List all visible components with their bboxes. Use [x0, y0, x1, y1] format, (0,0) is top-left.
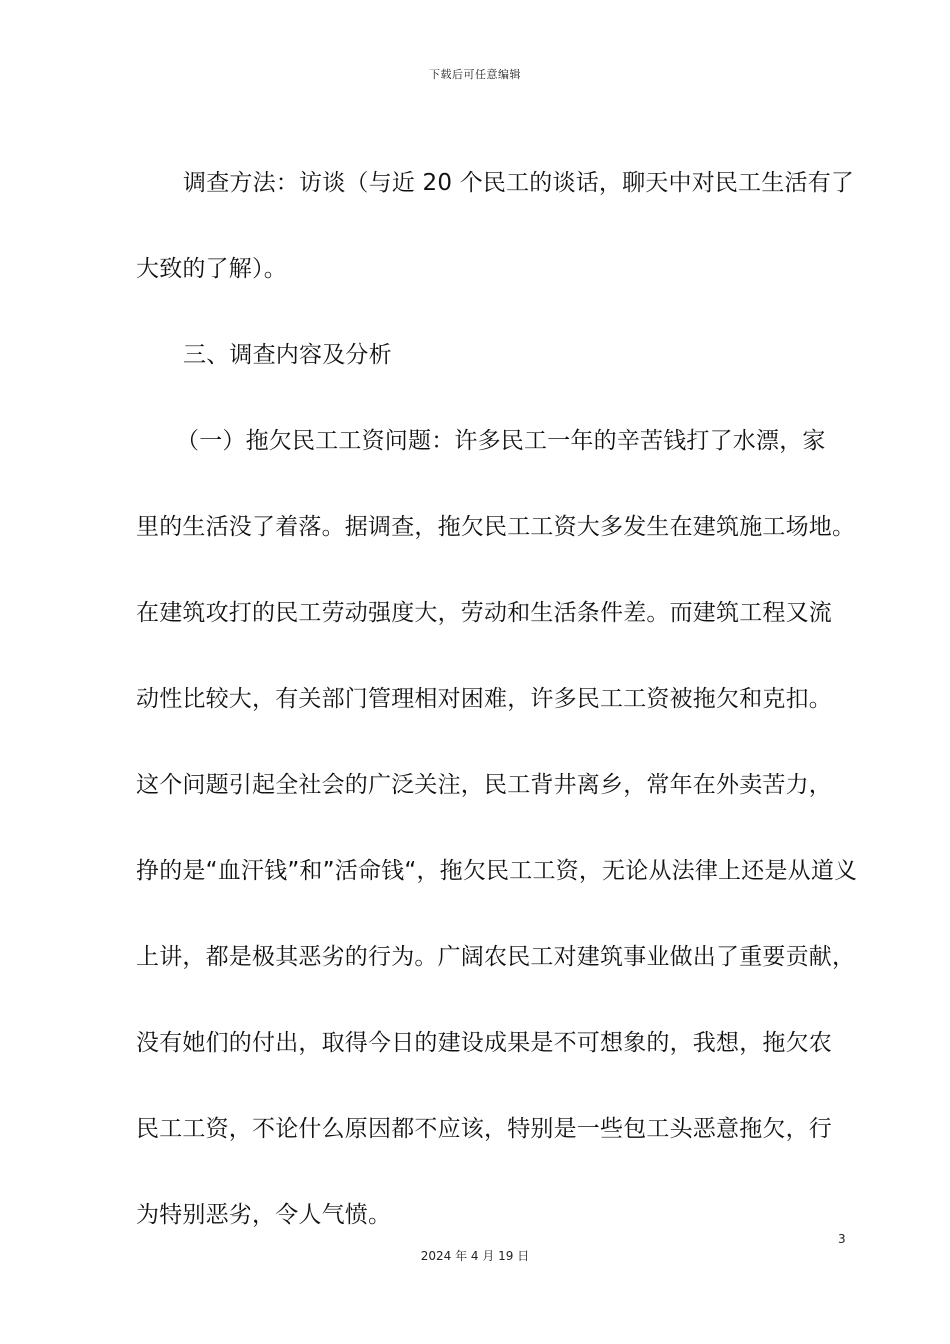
- paragraph-wage-line-8: 没有她们的付出，取得今日的建设成果是不可想象的，我想，拖欠农: [136, 1030, 832, 1056]
- paragraph-wage-line-5: 这个问题引起全社会的广泛关注，民工背井离乡，常年在外卖苦力，: [136, 772, 832, 798]
- footer-date: 2024 年 4 月 19 日: [420, 1249, 530, 1263]
- paragraph-wage-line-2: 里的生活没了着落。据调查，拖欠民工工资大多发生在建筑施工场地。: [136, 514, 856, 540]
- header-note: 下载后可任意编辑: [429, 68, 521, 81]
- paragraph-wage-line-3: 在建筑攻打的民工劳动强度大，劳动和生活条件差。而建筑工程又流: [136, 600, 832, 626]
- paragraph-wage-line-7: 上讲，都是极其恶劣的行为。广阔农民工对建筑事业做出了重要贡献，: [136, 944, 856, 970]
- paragraph-wage-line-4: 动性比较大，有关部门管理相对困难，许多民工工资被拖欠和克扣。: [136, 686, 832, 712]
- section-heading: 三、调查内容及分析: [183, 342, 392, 368]
- document-body: [136, 154, 858, 1272]
- paragraph-wage-line-6: 挣的是“血汗钱”和”活命钱“，拖欠民工工资，无论从法律上还是从道义: [136, 858, 858, 884]
- paragraph-wage-line-9: 民工工资，不论什么原因都不应该，特别是一些包工头恶意拖欠，行: [136, 1116, 832, 1142]
- paragraph-wage-line-10: 为特别恶劣，令人气愤。: [136, 1202, 392, 1228]
- paragraph-method-line-1: 调查方法：访谈（与近 20 个民工的谈话，聊天中对民工生活有了: [183, 170, 855, 196]
- paragraph-method-line-2: 大致的了解）。: [136, 256, 287, 282]
- page-number: 3: [838, 1232, 846, 1246]
- paragraph-wage-line-1: （一）拖欠民工工资问题：许多民工一年的辛苦钱打了水漂，家: [176, 428, 826, 454]
